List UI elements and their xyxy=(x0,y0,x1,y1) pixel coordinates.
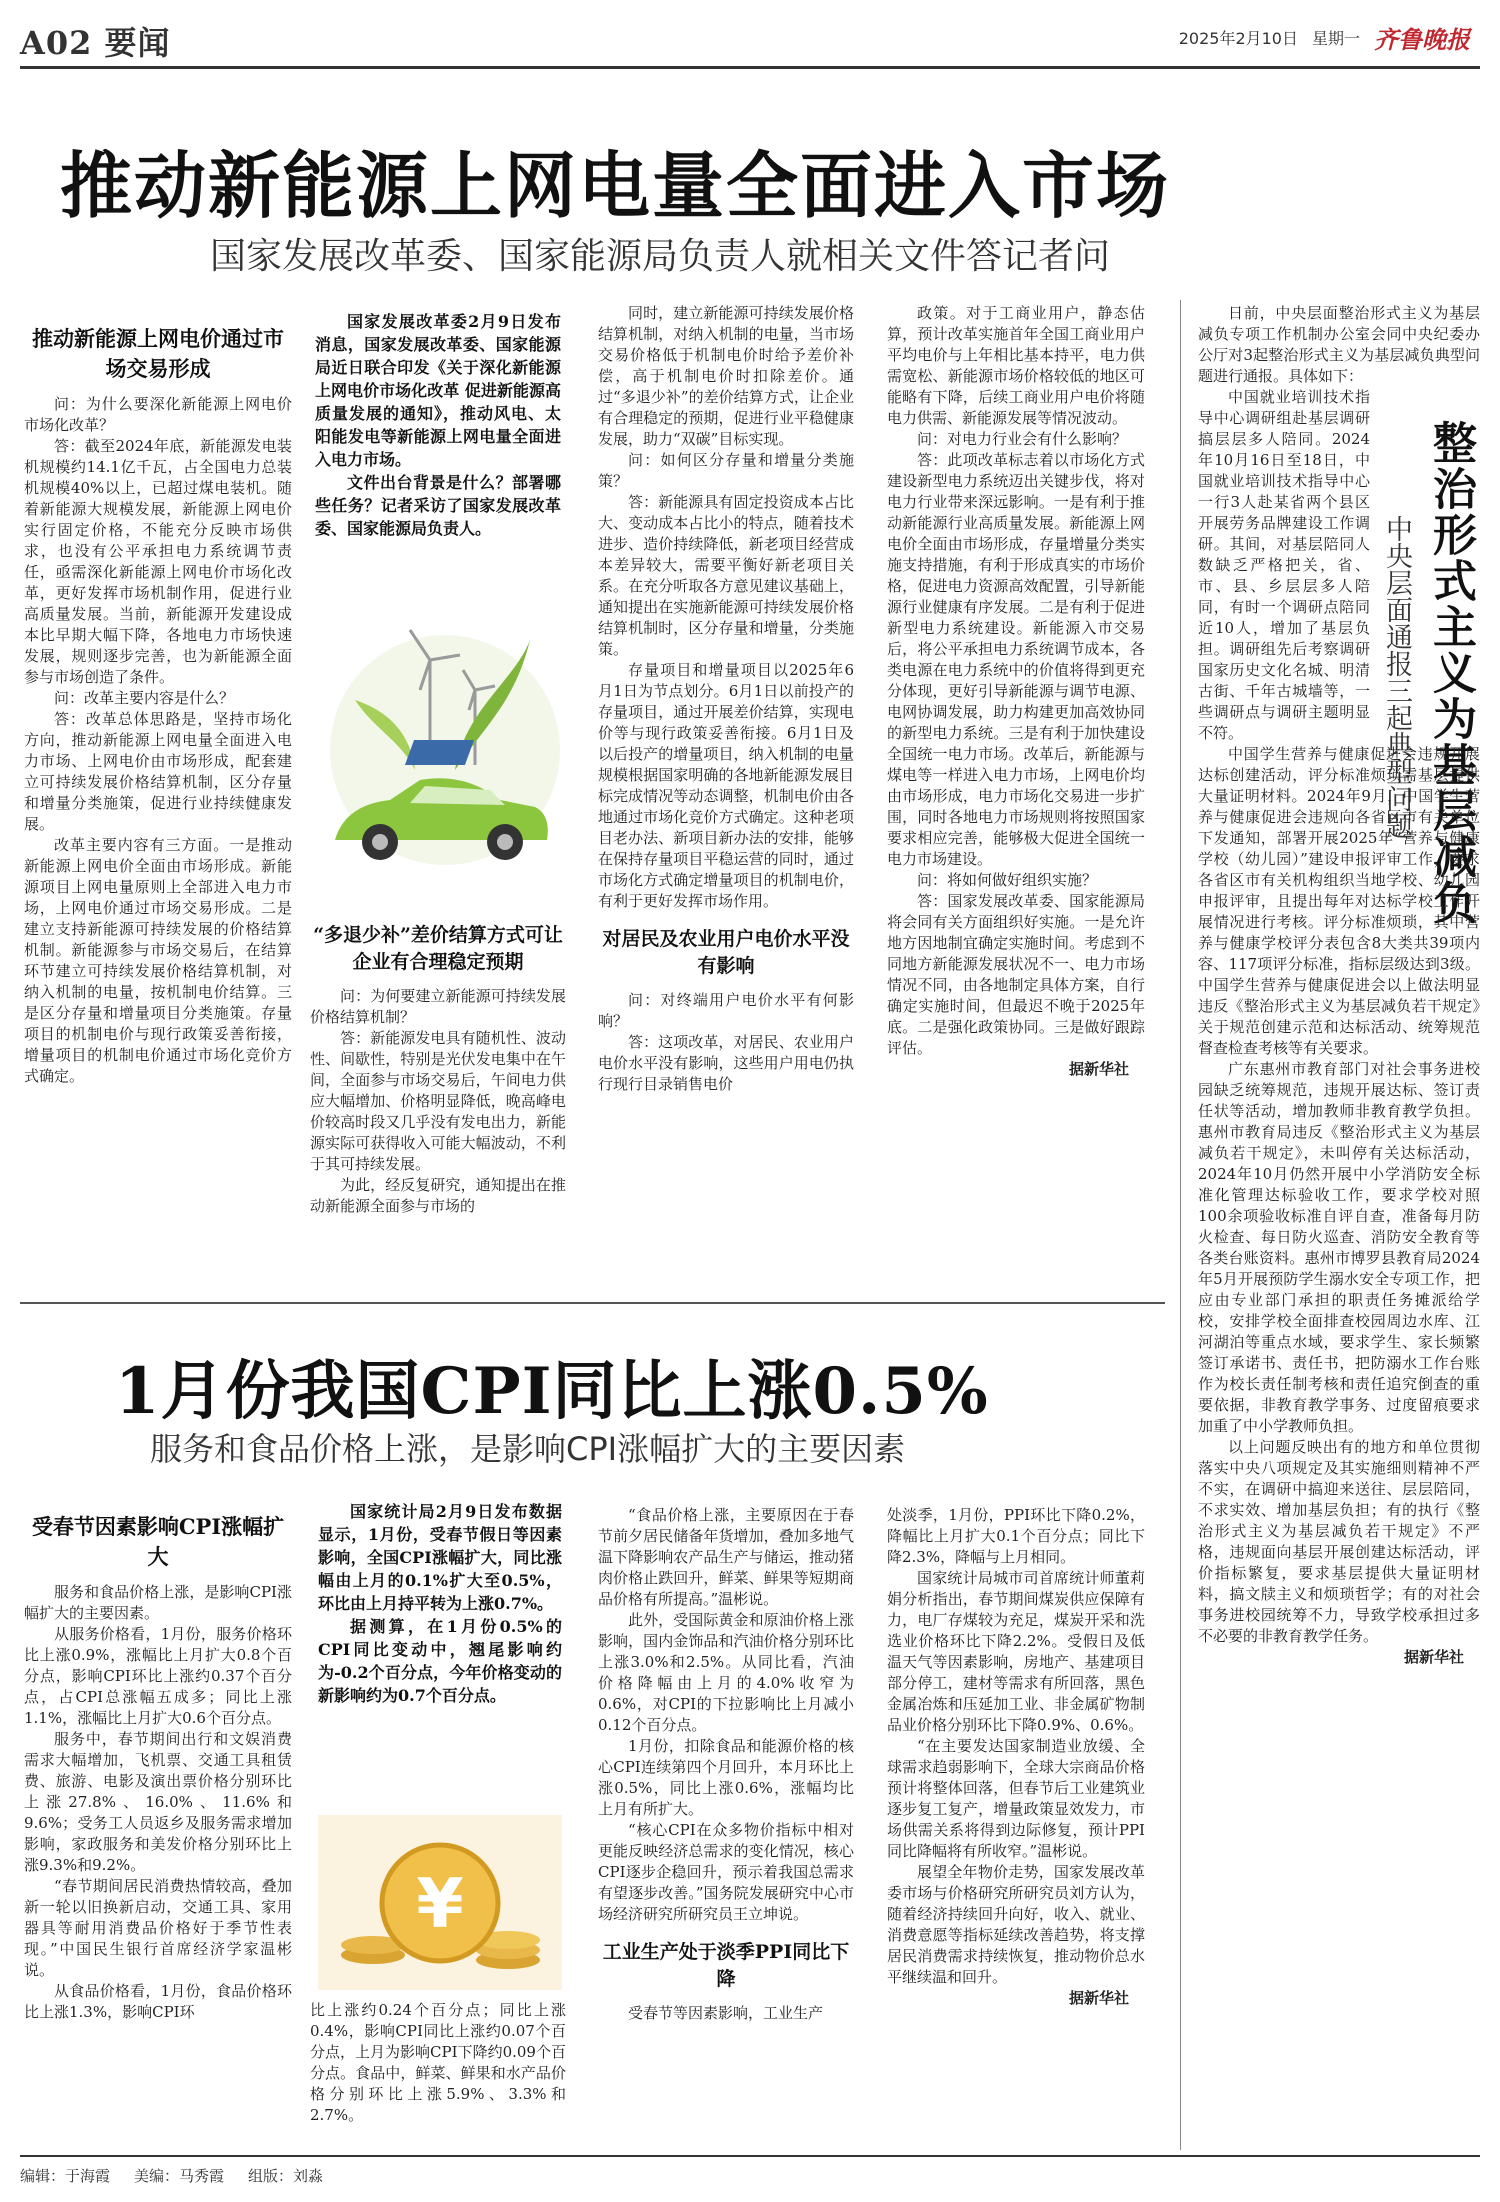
article2-column-2 xyxy=(310,2000,566,2150)
paragraph: 从服务价格看，1月份，服务价格环比上涨0.9%，涨幅比上月扩大0.8个百分点，影响CPI环比上涨约0.37个百分点，占CPI总涨幅五成多；同比上涨1.1%，涨幅比上月扩大0.6个百分点。 xyxy=(24,1625,292,1727)
article2-column-4 xyxy=(887,1505,1145,2150)
paragraph: 比上涨约0.24个百分点；同比上涨0.4%，影响CPI同比上涨约0.07个百分点，上月为影响CPI下降约0.09个百分点。食品中，鲜菜、鲜果和水产品价格分别环比上涨5.9%、3.3%和2.7%。 xyxy=(310,2001,566,2124)
article1-credit: 据新华社 xyxy=(1068,1060,1129,1078)
sidebar-credit: 据新华社 xyxy=(1403,1648,1464,1666)
editor-credit: 编辑：于海霞 xyxy=(20,2167,111,2185)
article1-subhead-a: 推动新能源上网电价通过市场交易形成 xyxy=(32,326,284,381)
layout-credit: 组版：刘淼 xyxy=(248,2167,324,2185)
article2-column-1 xyxy=(24,1508,292,2148)
paragraph: 答：改革总体思路是，坚持市场化方向，推动新能源上网电量全面进入电力市场、上网电价由市场形成，配套建立可持续发展价格结算机制，区分存量和增量分类施策，促进行业持续健康发展。 xyxy=(24,710,292,833)
paragraph: 日前，中央层面整治形式主义为基层减负专项工作机制办公室会同中央纪委办公厅对3起整治形式主义为基层减负典型问题进行通报。具体如下： xyxy=(1198,304,1480,385)
issue-weekday: 星期一 xyxy=(1311,29,1360,48)
paragraph: “食品价格上涨，主要原因在于春节前夕居民储备年货增加，叠加多地气温下降影响农产品生产与储运，推动猪肉价格止跌回升，鲜菜、鲜果等短期商品价格有所提高。”温彬说。 xyxy=(598,1506,854,1608)
paragraph: 以上问题反映出有的地方和单位贯彻落实中央八项规定及其实施细则精神不严不实，在调研中搞迎来送往、层层陪同，不求实效、增加基层负担；有的执行《整治形式主义为基层减负若干规定》不严格，违规面向基层开展创建达标活动，评价指标繁复，要求基层提供大量证明材料，搞文牍主义和烦琐哲学；有的对社会事务进校园统筹不力，导致学校承担过多不必要的非教育教学任务。 xyxy=(1198,1438,1480,1645)
paragraph: 同时，建立新能源可持续发展价格结算机制，对纳入机制的电量，当市场交易价格低于机制电价时给予差价补偿，高于机制电价时扣除差价。通过“多退少补”的差价结算方式，让企业有合理稳定的预期，促进行业平稳健康发展，助力“双碳”目标实现。 xyxy=(598,304,854,448)
paragraph: 此外，受国际黄金和原油价格上涨影响，国内金饰品和汽油价格分别环比上涨3.0%和2.5%。从同比看，汽油价格降幅由上月的4.0%收窄为0.6%，对CPI的下拉影响比上月减小0.12个百分点。 xyxy=(598,1611,854,1734)
paragraph: 答：国家发展改革委、国家能源局将会同有关方面组织好实施。一是允许地方因地制宜确定实施时间。考虑到不同地方新能源发展状况不一、电力市场情况不同，由各地制定具体方案，自行确定实施时间，但最迟不晚于2025年底。二是强化政策协同。三是做好跟踪评估。 xyxy=(887,892,1145,1057)
issue-date: 2025年2月10日 xyxy=(1178,29,1298,48)
article1-subhead-b: “多退少补”差价结算方式可让企业有合理稳定预期 xyxy=(313,924,563,973)
article1-column-1 xyxy=(24,320,292,1288)
paragraph: “核心CPI在众多物价指标中相对更能反映经济总需求的变化情况，核心CPI逐步企稳回升，预示着我国总需求有望逐步改善。”国务院发展研究中心市场经济研究所研究员王立坤说。 xyxy=(598,1821,854,1923)
article2-subhead-b: 工业生产处于淡季PPI同比下降 xyxy=(602,1941,850,1990)
sidebar-body xyxy=(1198,303,1480,2153)
subheadline-1: 国家发展改革委、国家能源局负责人就相关文件答记者问 xyxy=(210,236,1111,277)
paragraph: 从食品价格看，1月份，食品价格环比上涨1.3%，影响CPI环 xyxy=(24,1982,292,2021)
paragraph: 答：新能源具有固定投资成本占比大、变动成本占比小的特点，随着技术进步、造价持续降低，新老项目经营成本差异较大，需要平衡好新老项目关系。在充分听取各方意见建议基础上，通知提出在实施新能源可持续发展价格结算机制时，区分存量和增量，分类施策。 xyxy=(598,493,854,658)
article2-lead-box xyxy=(318,1500,562,1800)
solar-panel-icon xyxy=(405,740,474,765)
paragraph: 1月份，扣除食品和能源价格的核心CPI连续第四个月回升，本月环比上涨0.5%，同比上涨0.6%，涨幅均比上月有所扩大。 xyxy=(598,1737,854,1818)
paragraph: 受春节等因素影响，工业生产 xyxy=(628,2004,824,2022)
paragraph: 改革主要内容有三方面。一是推动新能源上网电价全面由市场形成。新能源项目上网电量原则上全部进入电力市场，上网电价通过市场交易形成。二是建立支持新能源可持续发展的价格结算机制。新能源参与市场交易后，在结算环节建立可持续发展价格结算机制，对纳入机制的电量，按机制电价结算。三是区分存量和增量项目分类施策。存量项目的机制电价与现行政策妥善衔接，增量项目的机制电价通过市场化竞价方式确定。 xyxy=(24,836,292,1085)
lead-paragraph: 据测算，在1月份0.5%的CPI同比变动中，翘尾影响约为-0.2个百分点，今年价格变动的新影响约为0.7个百分点。 xyxy=(318,1617,562,1705)
paragraph: 中国就业培训技术指导中心调研组赴基层调研搞层层多人陪同。2024年10月16日至18日，中国就业培训技术指导中心一行3人赴某省两个县区开展劳务品牌建设工作调研。其间，对基层陪同人数缺乏严格把关，省、市、县、乡层层多人陪同，有时一个调研点陪同近10人，增加了基层负担。调研组先后考察调研国家历史文化名城、明清古街、千年古城墙等，一些调研点与调研主题明显不符。 xyxy=(1198,388,1370,742)
headline-2: 1月份我国CPI同比上涨0.5% xyxy=(115,1354,989,1429)
paragraph: 存量项目和增量项目以2025年6月1日为节点划分。6月1日以前投产的存量项目，通过开展差价结算，实现电价等与现行政策妥善衔接。6月1日及以后投产的增量项目，纳入机制的电量规模根据国家明确的各地新能源发展目标完成情况等动态调整，机制电价由各地通过市场化竞价方式确定。这种老项目老办法、新项目新办法的安排，能够在保持存量项目平稳运营的同时，通过市场化方式确定增量项目的机制电价，有利于更好发挥市场作用。 xyxy=(598,661,854,910)
article1-subhead-c: 对居民及农业用户电价水平没有影响 xyxy=(602,928,850,977)
article1-lead-box xyxy=(315,310,561,590)
paragraph: 服务中，春节期间出行和文娱消费需求大幅增加，飞机票、交通工具租赁费、旅游、电影及演出票价格分别环比上涨27.8%、16.0%、11.6%和9.6%；受务工人员返乡及服务需求增加影响，家政服务和美发价格分别环比上涨9.3%和9.2%。 xyxy=(24,1730,292,1874)
paragraph: 问：改革主要内容是什么？ xyxy=(54,689,235,707)
paragraph: 问：对终端用户电价水平有何影响？ xyxy=(598,991,854,1030)
article-divider xyxy=(20,1302,1165,1304)
paragraph: 问：为何要建立新能源可持续发展价格结算机制？ xyxy=(310,987,566,1026)
paragraph: 服务和食品价格上涨，是影响CPI涨幅扩大的主要因素。 xyxy=(24,1583,292,1622)
paragraph: 答：此项改革标志着以市场化方式建设新型电力系统迈出关键步伐，将对电力行业带来深远影响。一是有利于推动新能源行业高质量发展。新能源上网电价全面由市场形成，存量增量分类实施支持措施，有利于形成真实的市场价格，促进电力资源高效配置，引导新能源行业健康有序发展。二是有利于促进新型电力系统建设。新能源入市交易后，将公平承担电力系统调节成本，各类电源在电力系统中的价值将得到更充分体现，更好引导新能源与调节电源、电网协调发展，助力构建更加高效协同的新型电力系统。三是有利于加快建设全国统一电力市场。改革后，新能源与煤电等一样进入电力市场，上网电价均由市场形成，电力市场化交易进一步扩围，同时各地电力市场规则将按照国家要求相应完善，能够极大促进全国统一电力市场建设。 xyxy=(887,451,1145,868)
paragraph: 为此，经反复研究，通知提出在推动新能源全面参与市场的 xyxy=(310,1176,566,1215)
article1-column-4 xyxy=(887,303,1145,1288)
paragraph: “在主要发达国家制造业放缓、全球需求趋弱影响下，全球大宗商品价格预计将整体回落，但春节后工业建筑业逐步复工复产，增量政策显效发力，市场供需关系将得到边际修复，预计PPI同比降幅将有所收窄。”温彬说。 xyxy=(887,1737,1145,1860)
footer-rule xyxy=(20,2155,1480,2157)
paragraph: 问：为什么要深化新能源上网电价市场化改革？ xyxy=(24,395,292,434)
sidebar-title: 整治形式主义为基层减负 xyxy=(1425,420,1476,926)
paragraph: 广东惠州市教育部门对社会事务进校园缺乏统筹规范，违规开展达标、签订责任状等活动，增加教师非教育教学负担。惠州市教育局违反《整治形式主义为基层减负若干规定》，未叫停有关达标活动，2024年10月仍然开展中小学消防安全标准化管理达标验收工作，要求学校对照100余项验收标准自评自查，准备每月防火检查、每日防火巡查、消防安全教育等各类台账资料。惠州市博罗县教育局2024年5月开展预防学生溺水安全专项工作，把应由专业部门承担的职责任务摊派给学校，安排学校全面排查校园周边水库、江河湖泊等重点水域，要求学生、家长频繁签订承诺书、责任书，把防溺水工作台账作为校长责任制考核和责任追究倒查的重要依据，非教育教学事务、过度留痕要求加重了中小学教师负担。 xyxy=(1198,1060,1480,1435)
paragraph: 中国学生营养与健康促进会违规开展达标创建活动，评分标准烦琐需基层提供大量证明材料。2024年9月，中国学生营养与健康促进会违规向各省区市有关单位下发通知，部署开展2025年“营养与健康学校（幼儿园）”建设申报评审工作，要求各省区市有关机构组织当地学校、幼儿园申报评审，且提出每年对达标学校工作开展情况进行考核。评分标准烦琐，其中营养与健康学校评分表包含8大类共39项内容、117项评分标准，指标层级达到3级。中国学生营养与健康促进会以上做法明显违反《整治形式主义为基层减负若干规定》关于规范创建示范和达标活动、统筹规范督查检查考核等有关要求。 xyxy=(1198,745,1480,1057)
sidebar-divider xyxy=(1180,300,1181,2150)
footer-credits xyxy=(20,2165,323,2186)
ev-illustration xyxy=(315,600,561,900)
paragraph: 处淡季，1月份，PPI环比下降0.2%，降幅比上月扩大0.1个百分点；同比下降2.3%，降幅与上月相同。 xyxy=(887,1506,1145,1566)
sidebar-subtitle: 中央层面通报三起典型问题 xyxy=(1381,515,1412,839)
paragraph: 答：截至2024年底，新能源发电装机规模约14.1亿千瓦，占全国电力总装机规模40%以上，已超过煤电装机。随着新能源大规模发展，新能源上网电价实行固定价格，不能充分反映市场供求，也没有公平承担电力系统调节责任，亟需深化新能源上网电价市场化改革，更好发挥市场机制作用，促进行业高质量发展。当前，新能源开发建设成本比早期大幅下降，各地电力市场快速发展，规则逐步完善，也为新能源全面参与市场创造了条件。 xyxy=(24,437,292,686)
article2-column-3 xyxy=(598,1505,854,2150)
article2-credit: 据新华社 xyxy=(1068,1989,1129,2007)
article1-column-3 xyxy=(598,303,854,1288)
masthead xyxy=(1179,20,1470,55)
yuan-illustration xyxy=(318,1815,562,1990)
paragraph: 政策。对于工商业用户，静态估算，预计改革实施首年全国工商业用户平均电价与上年相比基本持平，电力供需宽松、新能源市场价格较低的地区可能略有下降，后续工商业用户电价将随电力供需、新能源发展等情况波动。 xyxy=(887,304,1145,427)
art-credit: 美编：马秀霞 xyxy=(134,2167,225,2185)
paragraph: 答：新能源发电具有随机性、波动性、间歇性，特别是光伏发电集中在午间，全面参与市场交易后，午间电力供应大幅增加、价格明显降低，晚高峰电价较高时段又几乎没有发电出力，新能源实际可获得收入可能大幅波动，不利于其可持续发展。 xyxy=(310,1029,566,1173)
paragraph: 答：这项改革，对居民、农业用户电价水平没有影响，这些用户用电仍执行现行目录销售电价 xyxy=(598,1033,854,1093)
paragraph: 问：对电力行业会有什么影响？ xyxy=(917,430,1128,448)
brand-logo: 齐鲁晚报 xyxy=(1374,25,1470,54)
yuan-symbol-icon: ¥ xyxy=(416,1865,464,1944)
lead-paragraph: 国家发展改革委2月9日发布消息，国家发展改革委、国家能源局近日联合印发《关于深化新能源上网电价市场化改革 促进新能源高质量发展的通知》，推动风电、太阳能发电等新能源上网电量全面进入电力市场。 xyxy=(315,312,561,469)
paragraph: “春节期间居民消费热情较高，叠加新一轮以旧换新启动，交通工具、家用器具等耐用消费品价格好于季节性表现。”中国民生银行首席经济学家温彬说。 xyxy=(24,1877,292,1979)
header-rule xyxy=(20,66,1480,69)
headline-1: 推动新能源上网电量全面进入市场 xyxy=(60,143,1171,228)
paragraph: 问：将如何做好组织实施？ xyxy=(917,871,1098,889)
lead-paragraph: 文件出台背景是什么？部署哪些任务？记者采访了国家发展改革委、国家能源局负责人。 xyxy=(315,473,561,538)
lead-paragraph: 国家统计局2月9日发布数据显示，1月份，受春节假日等因素影响，全国CPI涨幅扩大，同比涨幅由上月的0.1%扩大至0.5%，环比由上月持平转为上涨0.7%。 xyxy=(318,1502,562,1613)
subheadline-2: 服务和食品价格上涨，是影响CPI涨幅扩大的主要因素 xyxy=(150,1430,906,1468)
paragraph: 展望全年物价走势，国家发展改革委市场与价格研究所研究员刘方认为，随着经济持续回升向好，收入、就业、消费意愿等指标延续改善趋势，将支撑居民消费需求持续恢复，推动物价总水平继续温和回升。 xyxy=(887,1863,1145,1986)
paragraph: 国家统计局城市司首席统计师董莉娟分析指出，春节期间煤炭供应保障有力，电厂存煤较为充足，煤炭开采和洗选业价格环比下降2.2%。受假日及低温天气等因素影响，房地产、基建项目部分停工，建材等需求有所回落，黑色金属冶炼和压延加工业、非金属矿物制品业价格分别环比下降0.9%、0.6%。 xyxy=(887,1569,1145,1734)
page-section-label: A02 要闻 xyxy=(20,24,171,62)
article2-subhead-a: 受春节因素影响CPI涨幅扩大 xyxy=(31,1514,285,1569)
article1-column-2 xyxy=(310,918,566,1288)
paragraph: 问：如何区分存量和增量分类施策？ xyxy=(598,451,854,490)
